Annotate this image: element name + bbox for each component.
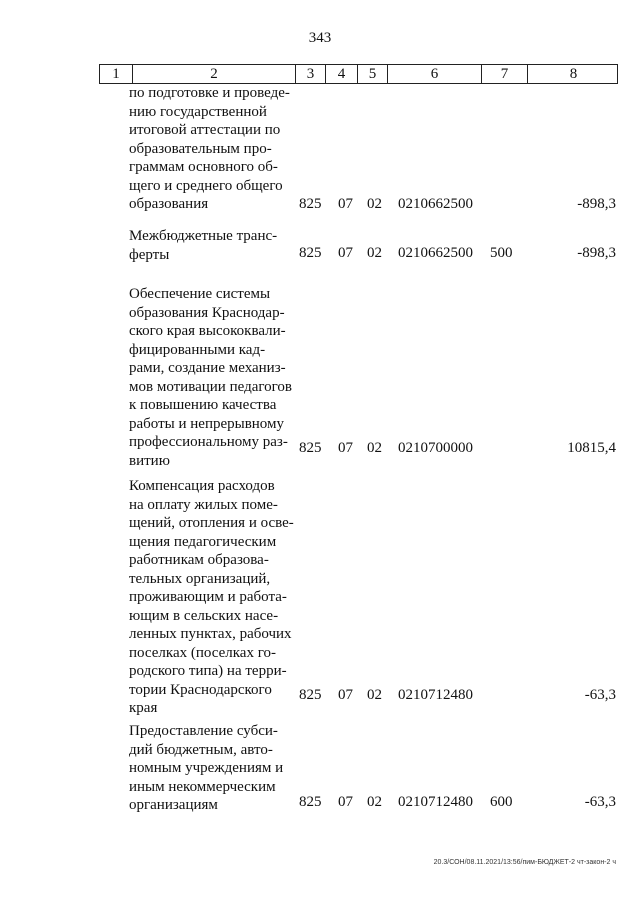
row-col-6: 0210712480 xyxy=(398,687,473,703)
row-col-3: 825 xyxy=(299,794,322,810)
footer-note: 20.3/СОН/08.11.2021/13:56/пим-БЮДЖЕТ-2 чт-закон-2 ч xyxy=(433,859,616,866)
table-header xyxy=(99,64,618,84)
row-col-5: 02 xyxy=(367,245,382,261)
row-col-3: 825 xyxy=(299,687,322,703)
row-col-5: 02 xyxy=(367,196,382,212)
row-col-5: 02 xyxy=(367,687,382,703)
row-description: Обеспечение системы образования Краснодар- ского края высококвали- фицированными кад- рами, создание механиз- мов мотивации педагогов к повышению качества работы и непрерывному профессиональному раз- витию xyxy=(129,286,292,469)
row-col-4: 07 xyxy=(338,794,353,810)
row-col-6: 0210662500 xyxy=(398,245,473,261)
row-col-8: 10815,4 xyxy=(567,440,616,456)
row-description: Компенсация расходов на оплату жилых поме- щений, отопления и осве- щения педагогическим работникам образова- тельных организаций, проживающим и работа- ющим в сельских насе- ленных пунктах, рабочих поселках (поселках го- родского типа) на терри- тории Краснодарского края xyxy=(129,478,294,716)
header-col-6: 6 xyxy=(387,65,481,83)
header-col-4: 4 xyxy=(325,65,357,83)
row-col-8: -898,3 xyxy=(577,245,616,261)
header-col-1: 1 xyxy=(112,66,120,82)
page-number: 343 xyxy=(308,30,332,46)
row-col-7: 500 xyxy=(490,245,513,261)
row-col-6: 0210700000 xyxy=(398,440,473,456)
header-col-3: 3 xyxy=(295,65,325,83)
row-col-8: -898,3 xyxy=(577,196,616,212)
row-col-6: 0210662500 xyxy=(398,196,473,212)
header-col-5: 5 xyxy=(357,65,387,83)
row-col-4: 07 xyxy=(338,196,353,212)
row-col-3: 825 xyxy=(299,440,322,456)
row-col-5: 02 xyxy=(367,440,382,456)
row-description: по подготовке и проведе- нию государственной итоговой аттестации по образовательным про- граммам основного об- щего и среднего общего образования xyxy=(129,85,290,212)
row-col-4: 07 xyxy=(338,687,353,703)
row-col-8: -63,3 xyxy=(584,687,616,703)
row-col-5: 02 xyxy=(367,794,382,810)
row-col-3: 825 xyxy=(299,245,322,261)
row-col-4: 07 xyxy=(338,245,353,261)
row-col-7: 600 xyxy=(490,794,513,810)
header-col-8: 8 xyxy=(527,65,619,83)
row-col-3: 825 xyxy=(299,196,322,212)
row-description: Межбюджетные транс- ферты xyxy=(129,228,278,263)
row-col-4: 07 xyxy=(338,440,353,456)
header-col-2: 2 xyxy=(132,65,295,83)
row-description: Предоставление субси- дий бюджетным, авто- номным учреждениям и иным некоммерческим организациям xyxy=(129,723,284,813)
row-col-6: 0210712480 xyxy=(398,794,473,810)
header-col-7: 7 xyxy=(481,65,527,83)
row-col-8: -63,3 xyxy=(584,794,616,810)
